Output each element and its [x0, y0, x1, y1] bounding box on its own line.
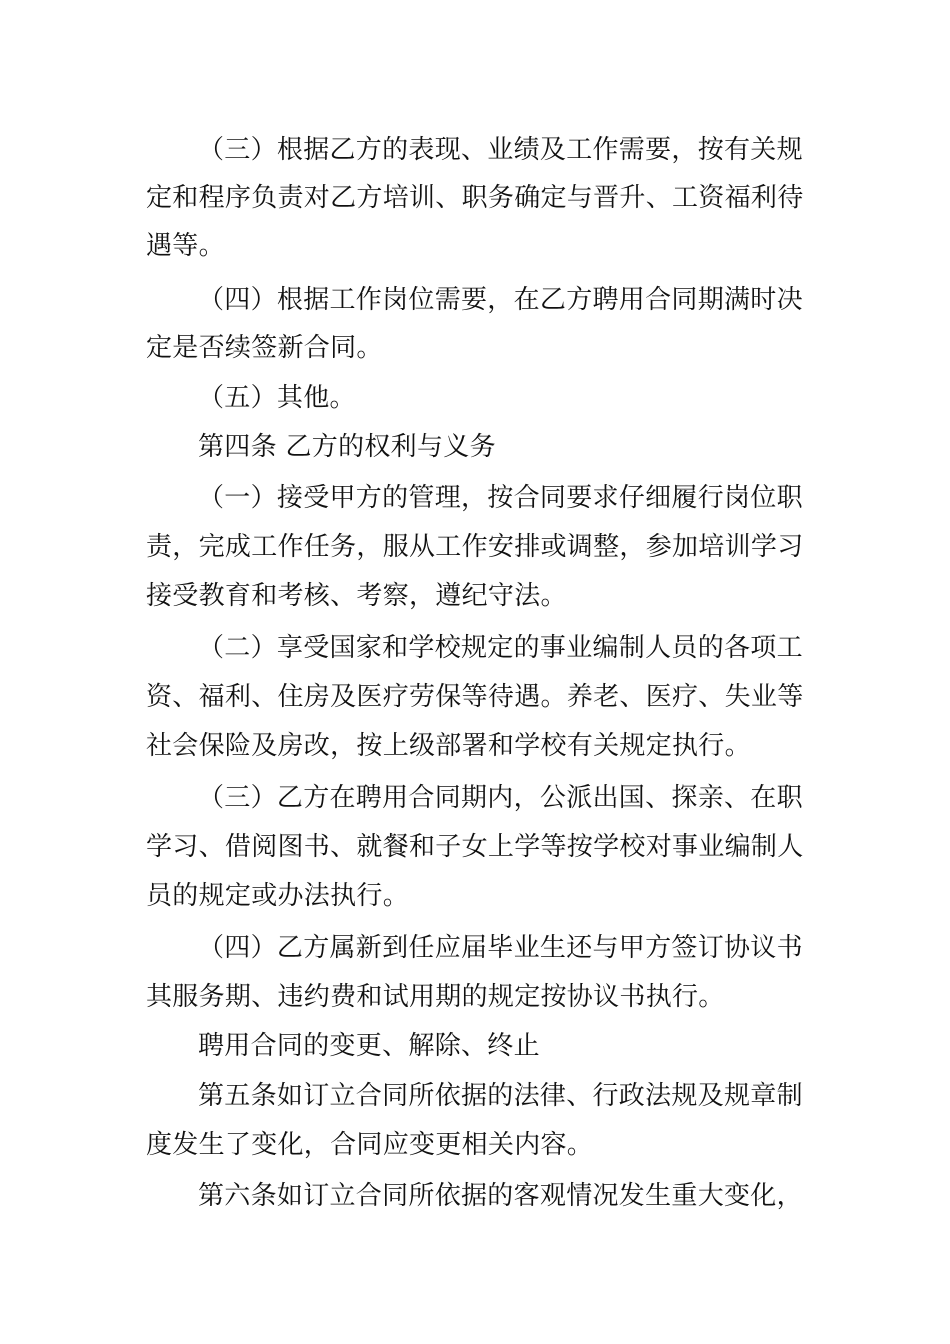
text-line: 定和程序负责对乙方培训、职务确定与晋升、工资福利待 — [146, 183, 804, 213]
text-line: 员的规定或办法执行。 — [146, 881, 410, 911]
text-line: 度发生了变化，合同应变更相关内容。 — [146, 1130, 594, 1160]
text-line: 定是否续签新合同。 — [146, 333, 383, 363]
text-line: （三）根据乙方的表现、业绩及工作需要，按有关规 — [198, 135, 803, 165]
text-line: （三）乙方在聘用合同期内，公派出国、探亲、在职 — [198, 783, 803, 813]
text-line: （二）享受国家和学校规定的事业编制人员的各项工 — [198, 633, 803, 663]
text-line: 资、福利、住房及医疗劳保等待遇。养老、医疗、失业等 — [146, 682, 804, 712]
text-line: 学习、借阅图书、就餐和子女上学等按学校对事业编制人 — [146, 832, 804, 862]
text-line: 第五条如订立合同所依据的法律、行政法规及规章制 — [198, 1081, 803, 1111]
text-line: （四）乙方属新到任应届毕业生还与甲方签订协议书 — [198, 933, 803, 963]
text-line: 社会保险及房改，按上级部署和学校有关规定执行。 — [146, 731, 751, 761]
section-heading: 聘用合同的变更、解除、终止 — [198, 1031, 540, 1061]
text-line: （四）根据工作岗位需要，在乙方聘用合同期满时决 — [198, 285, 803, 315]
section-heading: 第四条 乙方的权利与义务 — [198, 432, 496, 462]
text-line: 责，完成工作任务，服从工作安排或调整，参加培训学习 — [146, 532, 804, 562]
text-line: 第六条如订立合同所依据的客观情况发生重大变化， — [198, 1181, 803, 1211]
text-line: 接受教育和考核、考察，遵纪守法。 — [146, 581, 567, 611]
text-line: 遇等。 — [146, 231, 225, 261]
text-line: 其服务期、违约费和试用期的规定按协议书执行。 — [146, 982, 725, 1012]
text-line: （一）接受甲方的管理，按合同要求仔细履行岗位职 — [198, 483, 803, 513]
text-line: （五）其他。 — [198, 383, 356, 413]
